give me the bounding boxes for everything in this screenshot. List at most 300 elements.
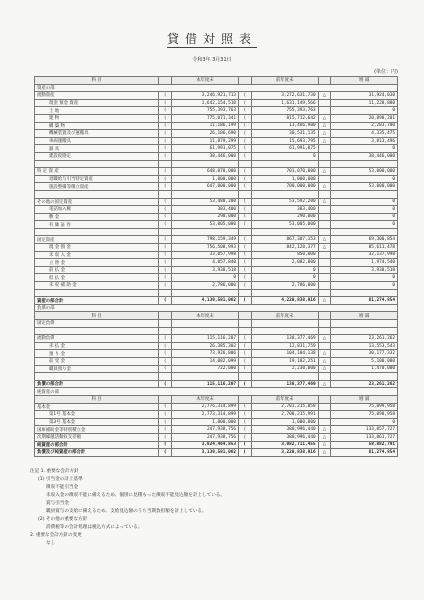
paren-mark: ( (239, 175, 252, 183)
row-label: 有 価 証 券 (35, 221, 159, 229)
change-value: 75,099,958 (331, 403, 398, 411)
paren-mark: ( (159, 137, 172, 145)
current-value: 383,400 (172, 206, 239, 214)
table-row (35, 327, 398, 335)
change-value: 4,335,475 (331, 130, 398, 138)
previous-value: 0 (251, 274, 318, 282)
delta-mark (318, 99, 331, 107)
change-value: 53,000,000 (331, 183, 398, 191)
previous-value: 3,220,838,916 (251, 449, 318, 457)
current-value: 3,139,581,062 (172, 449, 239, 457)
row-label: 電話加入権 (35, 206, 159, 214)
change-value: 0 (331, 213, 398, 221)
change-value: 69,300,854 (331, 236, 398, 244)
table-row (35, 152, 398, 160)
previous-value: 138,377,469 (251, 335, 318, 343)
change-value (331, 327, 398, 335)
change-value (331, 289, 398, 297)
delta-mark: △ (318, 357, 331, 365)
previous-value: 290,000 (251, 213, 318, 221)
paren-mark: ( (159, 418, 172, 426)
header-change: 増 減 (331, 312, 398, 320)
delta-mark (318, 145, 331, 153)
header-mark (239, 395, 252, 403)
row-label: 未 収 入 金 (35, 251, 159, 259)
delta-mark: △ (318, 137, 331, 145)
delta-mark (318, 251, 331, 259)
note-line: (2) その他の重要な方針 (38, 517, 88, 522)
paren-mark: ( (159, 342, 172, 350)
note-line: 2. 重要な会計方針の変更 (30, 533, 82, 538)
header-previous: 前年度末 (251, 395, 318, 403)
current-value: 775,071,341 (172, 114, 239, 122)
note-line: 注記 1. 重要な会計方針 (30, 469, 79, 474)
table-row (35, 114, 398, 122)
previous-value: 15,693,795 (251, 137, 318, 145)
change-value: 2,283,700 (331, 122, 398, 130)
paren-mark: ( (239, 152, 252, 160)
paren-mark: ( (239, 168, 252, 176)
paren-mark: ( (239, 137, 252, 145)
table-header-row (35, 395, 398, 403)
row-label (35, 289, 159, 297)
change-value: 0 (331, 274, 398, 282)
current-value: 0 (172, 274, 239, 282)
previous-value (251, 327, 318, 335)
change-value: 0 (331, 107, 398, 115)
paren-mark: ( (239, 335, 252, 343)
paren-mark: ( (159, 449, 172, 457)
current-value: 3,938,518 (172, 266, 239, 274)
unit-label: (単位：円) (374, 69, 398, 75)
paren-mark (159, 160, 172, 168)
header-change: 増 減 (331, 77, 398, 85)
change-value (331, 320, 398, 328)
previous-value: 30,531,135 (251, 130, 318, 138)
table-row (35, 206, 398, 214)
previous-value: 0 (251, 152, 318, 160)
paren-mark: ( (159, 213, 172, 221)
header-mark (159, 395, 172, 403)
table-row (35, 335, 398, 343)
paren-mark: ( (239, 99, 252, 107)
current-value: 2,776,314,899 (172, 403, 239, 411)
change-value: 0 (331, 175, 398, 183)
change-value: 81,274,854 (331, 297, 398, 305)
table-row (35, 403, 398, 411)
paren-mark: ( (159, 107, 172, 115)
previous-value: 1,000,000 (251, 175, 318, 183)
row-label: 固定資産 (35, 236, 159, 244)
row-label: 次期繰越活動収支差額 (35, 433, 159, 441)
header-current: 本年度末 (172, 395, 239, 403)
paren-mark: ( (159, 350, 172, 358)
table-row (35, 259, 398, 267)
paren-mark: ( (159, 403, 172, 411)
paren-mark: ( (239, 342, 252, 350)
previous-value: 3,272,631,730 (251, 92, 318, 100)
paren-mark: ( (159, 335, 172, 343)
delta-mark: △ (318, 130, 331, 138)
previous-value (251, 373, 318, 381)
paren-mark: ( (239, 259, 252, 267)
section-heading-row (35, 84, 398, 92)
delta-mark: △ (318, 122, 331, 130)
paren-mark: ( (239, 206, 252, 214)
paren-mark: ( (239, 411, 252, 419)
previous-value: 1,000,000 (251, 418, 318, 426)
table-row (35, 213, 398, 221)
paren-mark: ( (159, 274, 172, 282)
paren-mark (159, 289, 172, 297)
row-label: 負債の部合計 (35, 380, 159, 388)
row-label: 資産の部合計 (35, 297, 159, 305)
paren-mark: ( (159, 380, 172, 388)
current-value: 11,879,299 (172, 137, 239, 145)
paren-mark: ( (239, 433, 252, 441)
previous-value: 867,307,153 (251, 236, 318, 244)
row-label: 特 定 資 産 (35, 168, 159, 176)
previous-value: 2,230,000 (251, 365, 318, 373)
current-value (172, 320, 239, 328)
delta-mark (318, 190, 331, 198)
paren-mark: ( (159, 114, 172, 122)
delta-mark: △ (318, 198, 331, 206)
change-value: 31,924,030 (331, 92, 398, 100)
delta-mark: △ (318, 365, 331, 373)
paren-mark: ( (159, 297, 172, 305)
delta-mark: △ (318, 380, 331, 388)
header-item: 科 目 (35, 77, 159, 85)
row-label (35, 373, 159, 381)
row-label: 前 受 金 (35, 357, 159, 365)
delta-mark (318, 152, 331, 160)
paren-mark: ( (239, 198, 252, 206)
previous-value: 53,592,200 (251, 198, 318, 206)
delta-mark (318, 160, 331, 168)
row-label: 職員預り金 (35, 365, 159, 373)
previous-value: 1,631,149,566 (251, 99, 318, 107)
current-value: 33,057,998 (172, 251, 239, 259)
table-row (35, 168, 398, 176)
delta-mark: △ (318, 433, 331, 441)
paren-mark (239, 373, 252, 381)
paren-mark: ( (239, 236, 252, 244)
paren-mark (159, 327, 172, 335)
row-label: 純資産の部合計 (35, 441, 159, 449)
section-heading: 資産の部 (35, 84, 398, 92)
paren-mark: ( (159, 122, 172, 130)
current-value: 4,057,840 (172, 259, 239, 267)
paren-mark (239, 228, 252, 236)
current-value: 798,159,349 (172, 236, 239, 244)
current-value: 647,000,000 (172, 183, 239, 191)
paren-mark: ( (239, 266, 252, 274)
paren-mark: ( (239, 282, 252, 290)
change-value: 53,000,000 (331, 168, 398, 176)
table-row (35, 320, 398, 328)
row-label (35, 160, 159, 168)
change-value: 23,261,262 (331, 335, 398, 343)
paren-mark: ( (159, 357, 172, 365)
previous-value: 0 (251, 266, 318, 274)
paren-mark: ( (159, 183, 172, 191)
table-row (35, 282, 398, 290)
row-label: 仮 払 金 (35, 274, 159, 282)
paren-mark: ( (159, 236, 172, 244)
paren-mark: ( (239, 380, 252, 388)
table-row (35, 175, 398, 183)
previous-value (251, 160, 318, 168)
header-mark (159, 312, 172, 320)
current-value (172, 160, 239, 168)
paren-mark: ( (239, 221, 252, 229)
row-label: 負債及び純資産の部合計 (35, 449, 159, 457)
delta-mark (318, 259, 331, 267)
change-value: 133,061,727 (331, 433, 398, 441)
paren-mark: ( (159, 282, 172, 290)
delta-mark (318, 282, 331, 290)
paren-mark: ( (159, 206, 172, 214)
previous-value: 850,000 (251, 251, 318, 259)
paren-mark: ( (239, 357, 252, 365)
current-value: 755,393,763 (172, 107, 239, 115)
previous-value: 61,991,075 (251, 145, 318, 153)
row-label: 構 築 物 (35, 122, 159, 130)
current-value (172, 289, 239, 297)
table-row (35, 289, 398, 297)
table-row (35, 350, 398, 358)
current-value: 11,186,199 (172, 122, 239, 130)
row-label: 第3号 基本金 (35, 418, 159, 426)
paren-mark: ( (239, 251, 252, 259)
row-label (35, 327, 159, 335)
note-line: (1) 引当金の計上基準 (38, 477, 83, 482)
delta-mark (318, 289, 331, 297)
section-heading: 純資産の部 (35, 388, 398, 396)
table-row (35, 137, 398, 145)
table-header-row (35, 312, 398, 320)
previous-value: 2,082,800 (251, 259, 318, 267)
paren-mark: ( (239, 350, 252, 358)
change-value: 133,057,727 (331, 426, 398, 434)
paren-mark (239, 190, 252, 198)
header-mark (159, 77, 172, 85)
table-row (35, 190, 398, 198)
table-row (35, 411, 398, 419)
table-row (35, 236, 398, 244)
paren-mark: ( (159, 198, 172, 206)
row-label: 国庫補助金等特別積立金 (35, 426, 159, 434)
current-value: 3,024,464,853 (172, 441, 239, 449)
table-row (35, 433, 398, 441)
notes-section (30, 468, 400, 548)
paren-mark (159, 373, 172, 381)
change-value: 20,898,201 (331, 114, 398, 122)
paren-mark: ( (159, 152, 172, 160)
header-item: 科 目 (35, 312, 159, 320)
delta-mark (318, 228, 331, 236)
current-value: 756,508,993 (172, 244, 239, 252)
paren-mark: ( (159, 92, 172, 100)
table-row (35, 342, 398, 350)
section-heading: 負債の部 (35, 304, 398, 312)
paren-mark: ( (159, 221, 172, 229)
table-row (35, 130, 398, 138)
paren-mark: ( (239, 130, 252, 138)
delta-mark (318, 107, 331, 115)
change-value: 0 (331, 282, 398, 290)
delta-mark (318, 342, 331, 350)
paren-mark: ( (239, 92, 252, 100)
row-label: 現 金 預 金 (35, 244, 159, 252)
change-value: 0 (331, 206, 398, 214)
table-row (35, 99, 398, 107)
current-value: 115,116,207 (172, 380, 239, 388)
previous-value: 383,400 (251, 206, 318, 214)
current-value: 38,446,000 (172, 152, 239, 160)
header-mark (318, 77, 331, 85)
previous-value: 104,104,138 (251, 350, 318, 358)
table-row (35, 297, 398, 305)
current-value: 722,000 (172, 365, 239, 373)
paren-mark: ( (239, 183, 252, 191)
previous-value (251, 228, 318, 236)
header-previous: 前年度末 (251, 312, 318, 320)
paren-mark: ( (159, 99, 172, 107)
header-mark (318, 312, 331, 320)
change-value: 1,470,000 (331, 365, 398, 373)
table-row (35, 373, 398, 381)
current-value: 247,938,756 (172, 426, 239, 434)
delta-mark (318, 213, 331, 221)
change-value: 0 (331, 145, 398, 153)
header-current: 本年度末 (172, 312, 239, 320)
change-value: 5,100,000 (331, 357, 398, 365)
row-label: 未 収 補 助 金 (35, 282, 159, 290)
change-value (331, 228, 398, 236)
current-value: 61,991,075 (172, 145, 239, 153)
change-value: 13,553,543 (331, 342, 398, 350)
row-label: 未 払 金 (35, 342, 159, 350)
paren-mark: ( (159, 168, 172, 176)
delta-mark (318, 418, 331, 426)
previous-value: 2,700,215,991 (251, 411, 318, 419)
row-label: 第1号 基本金 (35, 411, 159, 419)
delta-mark (318, 327, 331, 335)
current-value: 2,773,314,899 (172, 411, 239, 419)
table-row (35, 357, 398, 365)
current-value (172, 228, 239, 236)
paren-mark: ( (239, 244, 252, 252)
change-value: 85,611,478 (331, 244, 398, 252)
previous-value: 380,996,440 (251, 433, 318, 441)
paren-mark: ( (239, 403, 252, 411)
table-row (35, 107, 398, 115)
paren-mark (159, 320, 172, 328)
delta-mark: △ (318, 92, 331, 100)
paren-mark: ( (239, 145, 252, 153)
change-value: 75,098,958 (331, 411, 398, 419)
row-label: その他の固定資産 (35, 198, 159, 206)
paren-mark: ( (239, 122, 252, 130)
row-label: 器 具 (35, 145, 159, 153)
delta-mark: △ (318, 244, 331, 252)
row-label: 流動負債 (35, 335, 159, 343)
change-value: 23,261,262 (331, 380, 398, 388)
delta-mark (318, 411, 331, 419)
paren-mark: ( (239, 114, 252, 122)
delta-mark (318, 403, 331, 411)
header-item: 科 目 (35, 395, 159, 403)
row-label: 現金 預金 資産 (35, 99, 159, 107)
change-value: 11,228,880 (331, 99, 398, 107)
delta-mark (318, 266, 331, 274)
change-value: 0 (331, 198, 398, 206)
table-row (35, 274, 398, 282)
current-value: 2,786,000 (172, 282, 239, 290)
note-line: 未収入金の徴収不能に備えるため、個別に見積もった徴収不能見込額を計上している。 (46, 493, 225, 498)
header-change: 増 減 (331, 395, 398, 403)
table-row (35, 198, 398, 206)
paren-mark: ( (239, 365, 252, 373)
paren-mark: ( (159, 145, 172, 153)
previous-value: 53,005,000 (251, 221, 318, 229)
table-row (35, 122, 398, 130)
previous-value: 701,070,000 (251, 168, 318, 176)
paren-mark: ( (159, 426, 172, 434)
section-heading-row (35, 388, 398, 396)
note-line: 職員賞与の支給に備えるため、支給見込額のうち当期負担額を計上している。 (46, 509, 207, 514)
paren-mark: ( (159, 441, 172, 449)
paren-mark: ( (239, 297, 252, 305)
row-label: 前 払 金 (35, 266, 159, 274)
header-mark (239, 77, 252, 85)
balance-sheet-table (34, 76, 398, 457)
paren-mark (239, 160, 252, 168)
current-value: 247,938,756 (172, 433, 239, 441)
current-value: 648,070,000 (172, 168, 239, 176)
note-line: 徴収不能引当金 (46, 485, 79, 490)
delta-mark: △ (318, 350, 331, 358)
current-value: 53,480,200 (172, 198, 239, 206)
current-value: 53,005,000 (172, 221, 239, 229)
row-label: 立 替 金 (35, 259, 159, 267)
previous-value: 4,220,838,916 (251, 297, 318, 305)
previous-value: 2,786,000 (251, 282, 318, 290)
previous-value: 380,996,440 (251, 426, 318, 434)
header-mark (239, 312, 252, 320)
current-value: 115,116,207 (172, 335, 239, 343)
row-label: 敷 金 (35, 213, 159, 221)
paren-mark: ( (159, 244, 172, 252)
row-label: 機械装置及び運搬具 (35, 130, 159, 138)
previous-value: 700,000,000 (251, 183, 318, 191)
delta-mark: △ (318, 441, 331, 449)
delta-mark: △ (318, 449, 331, 457)
change-value: 3,813,496 (331, 137, 398, 145)
table-row (35, 449, 398, 457)
change-value: 32,137,998 (331, 251, 398, 259)
paren-mark: ( (239, 213, 252, 221)
current-value: 3,246,921,713 (172, 92, 239, 100)
paren-mark: ( (239, 441, 252, 449)
delta-mark: △ (318, 426, 331, 434)
table-row (35, 221, 398, 229)
table-row (35, 183, 398, 191)
current-value (172, 327, 239, 335)
paren-mark (159, 190, 172, 198)
